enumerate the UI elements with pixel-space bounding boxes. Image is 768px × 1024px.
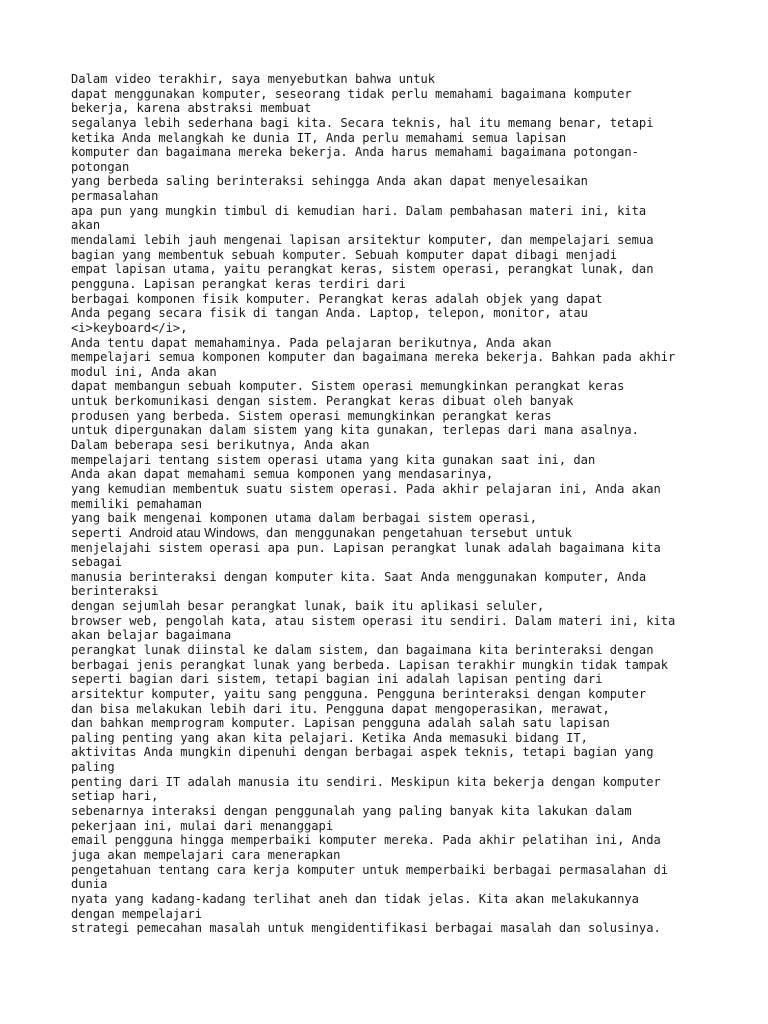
text-line xyxy=(71,526,711,541)
text-line: menjelajahi sistem operasi apa pun. Lapisan perangkat lunak adalah bagaimana kita xyxy=(71,540,661,555)
text-line: seperti bagian dari sistem, tetapi bagian ini adalah lapisan penting dari xyxy=(71,672,603,687)
text-line: perangkat lunak diinstal ke dalam sistem, dan bagaimana kita berinteraksi dengan xyxy=(71,642,654,657)
text-line: Dalam beberapa sesi berikutnya, Anda akan xyxy=(71,438,370,453)
text-line: permasalahan xyxy=(71,189,159,204)
text-line: email pengguna hingga memperbaiki komputer mereka. Pada akhir pelatihan ini, Anda xyxy=(71,833,661,848)
text-line: berbagai komponen fisik komputer. Perangkat keras adalah objek yang dapat xyxy=(71,291,603,306)
text-line: berbagai jenis perangkat lunak yang berbeda. Lapisan terakhir mungkin tidak tampak xyxy=(71,657,669,672)
text-line: <i>keyboard</i>, xyxy=(71,320,188,335)
text-line: pekerjaan ini, mulai dari menanggapi xyxy=(71,818,334,833)
text-line: bekerja, karena abstraksi membuat xyxy=(71,101,312,116)
text-line: apa pun yang mungkin timbul di kemudian hari. Dalam pembahasan materi ini, kita xyxy=(71,203,647,218)
text-line: paling penting yang akan kita pelajari. Ketika Anda memasuki bidang IT, xyxy=(71,730,588,745)
text-line: produsen yang berbeda. Sistem operasi memungkinkan perangkat keras xyxy=(71,408,552,423)
text-line: empat lapisan utama, yaitu perangkat keras, sistem operasi, perangkat lunak, dan xyxy=(71,262,654,277)
text-line: sebagai xyxy=(71,555,122,570)
text-line: dapat menggunakan komputer, seseorang tidak perlu memahami bagaimana komputer xyxy=(71,86,632,101)
text-line: penting dari IT adalah manusia itu sendiri. Meskipun kita bekerja dengan komputer xyxy=(71,774,661,789)
text-line: dengan sejumlah besar perangkat lunak, baik itu aplikasi seluler, xyxy=(71,599,545,614)
text-line: ketika Anda melangkah ke dunia IT, Anda perlu memahami semua lapisan xyxy=(71,130,567,145)
text-line: strategi pemecahan masalah untuk mengidentifikasi berbagai masalah dan solusinya. xyxy=(71,921,661,936)
text-line: Anda tentu dapat memahaminya. Pada pelajaran berikutnya, Anda akan xyxy=(71,335,552,350)
text-line: komputer dan bagaimana mereka bekerja. Anda harus memahami bagaimana potongan- xyxy=(71,145,639,160)
text-line: juga akan mempelajari cara menerapkan xyxy=(71,847,341,862)
text-line: yang berbeda saling berinteraksi sehingga Anda akan dapat menyelesaikan xyxy=(71,174,588,189)
text-line: Anda akan dapat memahami semua komponen yang mendasarinya, xyxy=(71,467,494,482)
text-line: paling xyxy=(71,760,115,775)
text-line: Anda pegang secara fisik di tangan Anda. Laptop, telepon, monitor, atau xyxy=(71,306,588,321)
text-line: mempelajari tentang sistem operasi utama yang kita gunakan saat ini, dan xyxy=(71,452,596,467)
text-segment-proportional: Android atau Windows, xyxy=(129,525,259,540)
text-line: memiliki pemahaman xyxy=(71,496,203,511)
text-line: browser web, pengolah kata, atau sistem operasi itu sendiri. Dalam materi ini, kita xyxy=(71,613,676,628)
text-line: potongan xyxy=(71,159,130,174)
text-line: yang baik mengenai komponen utama dalam berbagai sistem operasi, xyxy=(71,511,537,526)
text-line: untuk dipergunakan dalam sistem yang kita gunakan, terlepas dari mana asalnya. xyxy=(71,423,639,438)
text-line: mendalami lebih jauh mengenai lapisan arsitektur komputer, dan mempelajari semua xyxy=(71,233,654,248)
text-line: modul ini, Anda akan xyxy=(71,364,217,379)
text-line: arsitektur komputer, yaitu sang pengguna. Pengguna berinteraksi dengan komputer xyxy=(71,686,647,701)
text-line: pengetahuan tentang cara kerja komputer untuk memperbaiki berbagai permasalahan di xyxy=(71,862,669,877)
text-line: sebenarnya interaksi dengan penggunalah yang paling banyak kita lakukan dalam xyxy=(71,804,632,819)
text-line: aktivitas Anda mungkin dipenuhi dengan berbagai aspek teknis, tetapi bagian yang xyxy=(71,745,654,760)
document-body xyxy=(71,72,711,936)
text-line: dan bisa melakukan lebih dari itu. Pengguna dapat mengoperasikan, merawat, xyxy=(71,701,610,716)
text-line: segalanya lebih sederhana bagi kita. Secara teknis, hal itu memang benar, tetapi xyxy=(71,115,654,130)
text-line: akan belajar bagaimana xyxy=(71,628,232,643)
text-line: untuk berkomunikasi dengan sistem. Perangkat keras dibuat oleh banyak xyxy=(71,394,574,409)
text-line: pengguna. Lapisan perangkat keras terdiri dari xyxy=(71,276,406,291)
text-line: dan bahkan memprogram komputer. Lapisan pengguna adalah salah satu lapisan xyxy=(71,716,610,731)
text-segment: seperti xyxy=(71,525,130,540)
text-line: yang kemudian membentuk suatu sistem operasi. Pada akhir pelajaran ini, Anda akan xyxy=(71,481,661,496)
text-line: dengan mempelajari xyxy=(71,906,203,921)
text-line: mempelajari semua komponen komputer dan bagaimana mereka bekerja. Bahkan pada akhir xyxy=(71,350,676,365)
text-line: akan xyxy=(71,218,101,233)
text-line: dapat membangun sebuah komputer. Sistem operasi memungkinkan perangkat keras xyxy=(71,379,625,394)
text-line: Dalam video terakhir, saya menyebutkan bahwa untuk xyxy=(71,72,436,86)
text-line: manusia berinteraksi dengan komputer kita. Saat Anda menggunakan komputer, Anda xyxy=(71,569,647,584)
text-line: setiap hari, xyxy=(71,789,159,804)
text-line: dunia xyxy=(71,877,108,892)
text-line: bagian yang membentuk sebuah komputer. Sebuah komputer dapat dibagi menjadi xyxy=(71,247,618,262)
text-line: berinteraksi xyxy=(71,584,159,599)
text-segment: dan menggunakan pengetahuan tersebut untuk xyxy=(258,525,572,540)
text-line: nyata yang kadang-kadang terlihat aneh dan tidak jelas. Kita akan melakukannya xyxy=(71,891,639,906)
